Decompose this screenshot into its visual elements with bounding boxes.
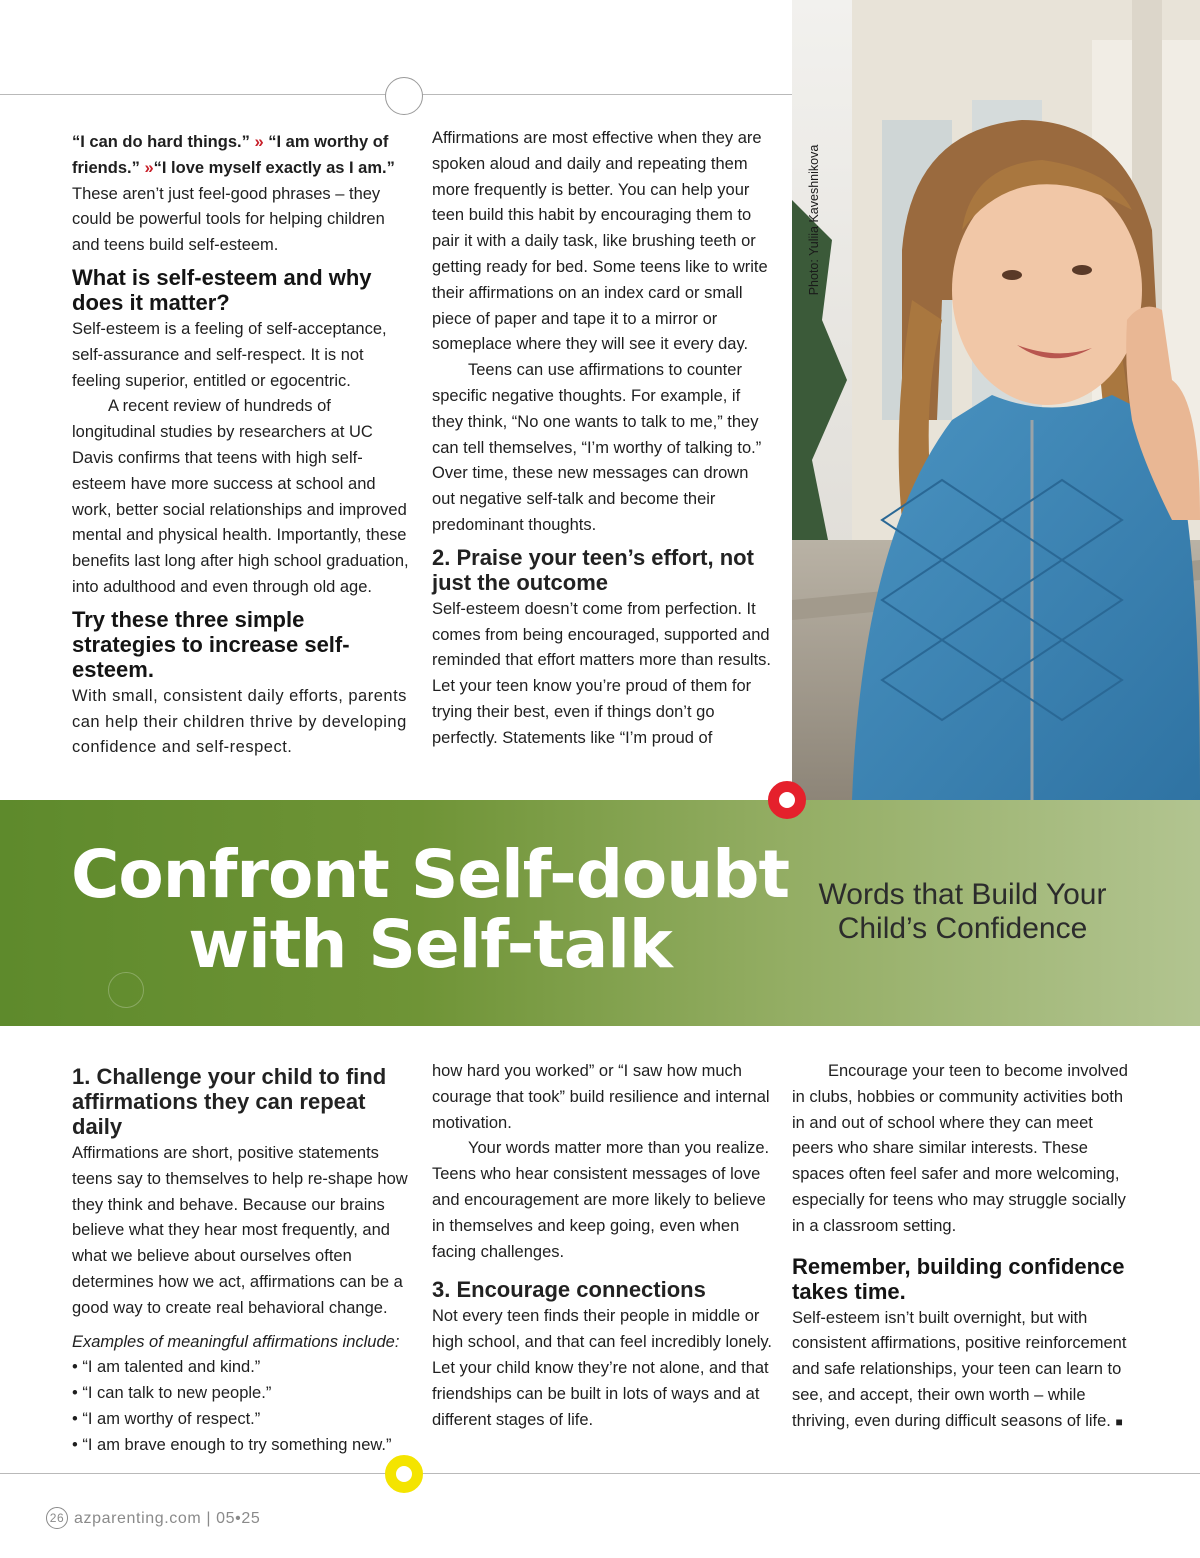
closing-paragraph	[792, 1306, 1132, 1436]
photo-credit-text: Photo: Yuliia Kaveshnikova	[807, 144, 821, 296]
quote-1: “I can do hard things.”	[72, 133, 250, 151]
examples-intro: Examples of meaningful affirmations include:	[72, 1332, 400, 1351]
paragraph: Affirmations are most effective when they are spoken aloud and daily and repeating them more frequently is better. You can help your teen build this habit by encouraging them to pair it with a daily task, like brushing teeth or getting ready for bed. Some teens like to write their affirmations on an index card or small piece of paper and tape it to a mirror or someplace where they will see it every day.	[432, 129, 768, 354]
paragraph: Not every teen finds their people in middle or high school, and that can feel incredibly lonely. Let your child know they’re not alone, and that friendships can be built in lots of ways and at different stages of life.	[432, 1307, 772, 1429]
photo-illustration	[792, 0, 1200, 800]
article-title-line-1: Confront Self-doubt	[70, 836, 790, 913]
quote-3: “I love myself exactly as I am.”	[153, 158, 395, 177]
page-number: 26	[46, 1507, 68, 1529]
pull-quote	[72, 130, 412, 182]
red-decor-circle	[768, 781, 806, 819]
paragraph: A recent review of hundreds of longitudinal studies by researchers at UC Davis confirms that teens with high self-esteem have more success at school and work, better social relationships and improved mental and physical health. Importantly, these benefits last long after high school graduation, into adulthood and even through old age.	[72, 397, 409, 596]
paragraph: Encourage your teen to become involved in clubs, hobbies or community activities both in and out of school where they can meet peers who share similar interests. These spaces often feel safer and more welcoming, especially for teens who may struggle socially in a classroom setting.	[792, 1062, 1128, 1235]
column-2	[432, 126, 774, 752]
closing-text: Self-esteem isn’t built overnight, but with consistent affirmations, positive reinforcement and safe relationships, your teen can learn to see, and accept, their own worth – while thriving, even during difficult seasons of life.	[792, 1308, 1127, 1430]
list-item: • “I am worthy of respect.”	[72, 1407, 412, 1433]
site-link[interactable]: azparenting.com	[74, 1510, 202, 1527]
lead-paragraph: With small, consistent daily efforts, parents can help their children thrive by developing confidence and self-respect.	[72, 686, 407, 757]
article-subtitle-line-2: Child’s Confidence	[837, 912, 1088, 945]
heading-praise-effort: 2. Praise your teen’s effort, not just the outcome	[432, 544, 754, 595]
yellow-decor-circle	[385, 1455, 423, 1493]
title-banner	[0, 800, 1200, 1026]
hero-photo	[792, 0, 1200, 800]
column-4	[432, 1059, 774, 1433]
banner-decor-circle	[108, 972, 144, 1008]
paragraph: Teens can use affirmations to counter specific negative thoughts. For example, if they think, “No one wants to talk to me,” they can tell themselves, “I’m worthy of talking to.” Over time, these new messages can drown out negative self-talk and become their predominant thoughts.	[432, 361, 762, 534]
heading-encourage-connections: 3. Encourage connections	[432, 1277, 706, 1303]
list-item: • “I am talented and kind.”	[72, 1355, 412, 1381]
paragraph: Self-esteem doesn’t come from perfection. It comes from being encouraged, supported and reminded that effort matters more than results. Let your teen know you’re proud of them for trying their best, even if things don’t go perfectly. Statements like “I’m proud of	[432, 599, 772, 747]
heading-three-strategies: Try these three simple strategies to increase self-esteem.	[72, 606, 350, 682]
heading-challenge-affirmations: 1. Challenge your child to find affirmations they can repeat daily	[72, 1064, 387, 1139]
column-1	[72, 130, 412, 761]
affirmation-list	[72, 1355, 412, 1458]
column-3	[72, 1058, 412, 1459]
heading-remember: Remember, building confidence takes time.	[792, 1253, 1125, 1304]
intro-paragraph: These aren’t just feel-good phrases – they could be powerful tools for helping children and teens build self-esteem.	[72, 184, 385, 255]
bottom-rule	[0, 1473, 1200, 1474]
article-title	[40, 836, 820, 983]
article-subtitle	[790, 878, 1135, 946]
quote-2: “I am worthy of friends.”	[72, 133, 389, 177]
paragraph: Self-esteem is a feeling of self-acceptance, self-assurance and self-respect. It is not feeling superior, entitled or egocentric.	[72, 319, 387, 390]
article-title-line-2: with Self-talk	[188, 906, 672, 983]
paragraph: Your words matter more than you realize. Teens who hear consistent messages of love and encouragement are more likely to believe in themselves and keep going, even when facing challenges.	[432, 1139, 770, 1261]
photo-credit	[803, 140, 825, 300]
footer-separator: |	[206, 1510, 212, 1527]
chevron-icon: »	[144, 158, 154, 177]
chevron-icon: »	[254, 133, 264, 151]
end-mark-icon: ■	[1115, 1414, 1123, 1429]
article-subtitle-line-1: Words that Build Your	[818, 878, 1107, 911]
heading-what-is-self-esteem: What is self-esteem and why does it matter?	[72, 264, 372, 315]
list-item: • “I am brave enough to try something new.”	[72, 1433, 412, 1459]
list-item: • “I can talk to new people.”	[72, 1381, 412, 1407]
issue-date: 05•25	[216, 1510, 261, 1527]
paragraph: how hard you worked” or “I saw how much courage that took” build resilience and internal motivation.	[432, 1062, 770, 1132]
paragraph: Affirmations are short, positive statements teens say to themselves to help re-shape how they think and behave. Because our brains believe what they hear most frequently, and what we believe about ourselves often determines how we act, affirmations can be a good way to create real behavioral change.	[72, 1144, 408, 1317]
column-5	[792, 1059, 1132, 1436]
page-footer	[46, 1507, 260, 1529]
top-decor-circle	[385, 77, 423, 115]
